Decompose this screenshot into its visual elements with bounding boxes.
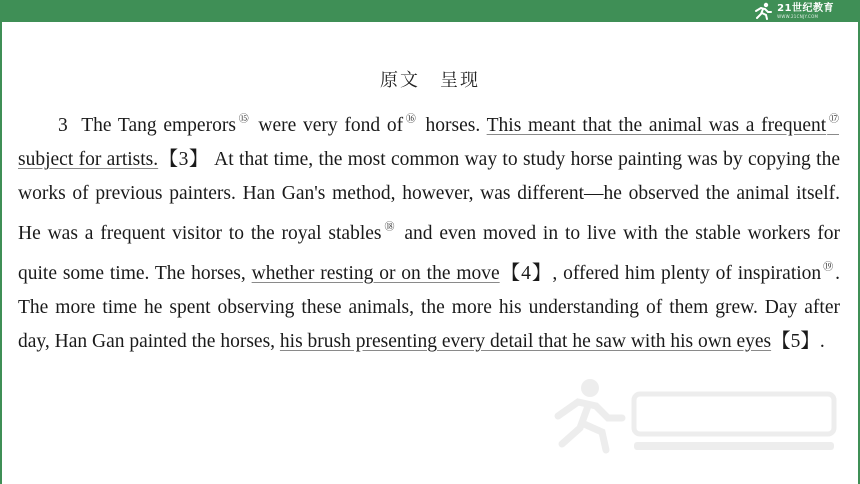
passage-paragraph bbox=[18, 103, 840, 359]
sentence-text: , offered him plenty of inspiration bbox=[552, 263, 822, 284]
page-title: 原文 呈现 bbox=[380, 70, 480, 91]
note-marker-19[interactable]: ⑲ bbox=[822, 262, 835, 273]
note-marker-18[interactable]: ⑱ bbox=[382, 222, 397, 233]
underlined-phrase-5: his brush presenting every detail that he saw with his own eyes bbox=[279, 331, 772, 352]
sentence-text: were very fond of bbox=[251, 115, 404, 136]
runner-logo-icon bbox=[753, 2, 773, 20]
note-marker-16[interactable]: ⑯ bbox=[404, 114, 418, 125]
annotation-marker-3[interactable]: 【3】 bbox=[158, 149, 209, 170]
note-marker-17[interactable]: ⑰ bbox=[827, 114, 839, 125]
logo-text: 21世纪教育 bbox=[777, 2, 834, 14]
sentence-text: . bbox=[819, 331, 825, 352]
underlined-phrase-4: whether resting or on the move bbox=[251, 263, 500, 284]
note-marker-15[interactable]: ⑮ bbox=[236, 114, 251, 125]
annotation-marker-4[interactable]: 【4】 bbox=[499, 263, 553, 284]
underlined-text: subject for artists. bbox=[18, 149, 159, 170]
site-logo[interactable] bbox=[753, 2, 834, 20]
annotation-marker-5[interactable]: 【5】 bbox=[771, 331, 820, 352]
sentence-text: . The more time he spent observing these animals, the more his understanding of them grew. Day after day, Han Gan painted the horses, bbox=[18, 263, 840, 352]
paragraph-number: 3 bbox=[58, 115, 68, 136]
sentence-text: At that time, the most common way to study horse painting was by copying the works of previous painters. Han Gan's method, however, was different—he observed the animal itself. He was a frequent visitor to the royal stables bbox=[18, 149, 840, 244]
watermark-logo-icon bbox=[548, 372, 848, 462]
logo-url: WWW.21CNJY.COM bbox=[777, 13, 819, 19]
sentence-text: and even moved in to live with the stable workers for quite some time. The horses, bbox=[18, 223, 841, 284]
sentence-text: horses. bbox=[418, 115, 487, 136]
sentence-text: The Tang emperors bbox=[81, 115, 236, 136]
underlined-text: This meant that the animal was a frequent bbox=[486, 115, 827, 136]
header-bar bbox=[0, 0, 860, 22]
